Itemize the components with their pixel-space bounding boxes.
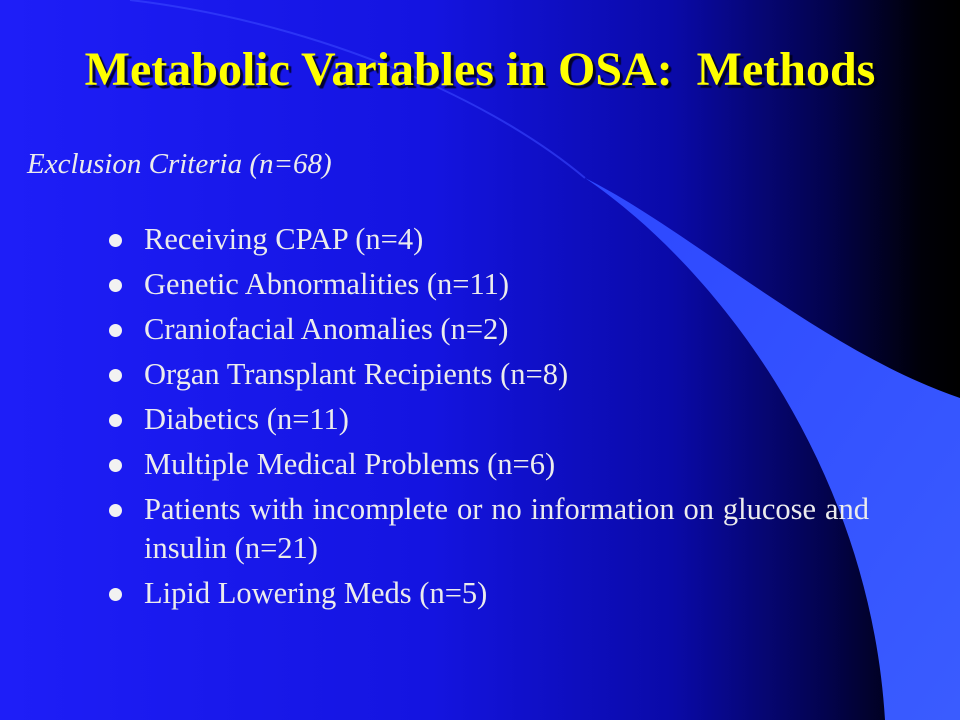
bullet-item	[144, 445, 869, 484]
bullet-item	[144, 355, 869, 394]
section-heading: Exclusion Criteria (n=68)	[27, 148, 332, 180]
bullet-item	[144, 574, 869, 613]
bullet-icon	[109, 279, 122, 292]
bullet-text: Genetic Abnormalities (n=11)	[144, 267, 510, 301]
bullet-item	[144, 265, 869, 304]
bullet-text: Diabetics (n=11)	[144, 402, 349, 436]
bullet-icon	[109, 459, 122, 472]
bullet-text: Multiple Medical Problems (n=6)	[144, 447, 556, 481]
bullet-text: Receiving CPAP (n=4)	[144, 222, 424, 256]
bullet-icon	[109, 504, 122, 517]
bullet-icon	[109, 234, 122, 247]
slide-title: Metabolic Variables in OSA: Methods	[84, 43, 876, 96]
bullet-icon	[109, 414, 122, 427]
bullet-item	[144, 220, 869, 259]
bullet-item	[144, 490, 869, 568]
bullet-item	[144, 400, 869, 439]
bullet-text: Organ Transplant Recipients (n=8)	[144, 357, 569, 391]
bullet-text: Patients with incomplete or no information on glucose and insulin (n=21)	[144, 492, 869, 565]
bullet-icon	[109, 324, 122, 337]
bullet-item	[144, 310, 869, 349]
bullet-text: Lipid Lowering Meds (n=5)	[144, 576, 488, 610]
bullet-icon	[109, 369, 122, 382]
bullet-text: Craniofacial Anomalies (n=2)	[144, 312, 509, 346]
bullet-list	[144, 220, 869, 619]
bullet-icon	[109, 588, 122, 601]
